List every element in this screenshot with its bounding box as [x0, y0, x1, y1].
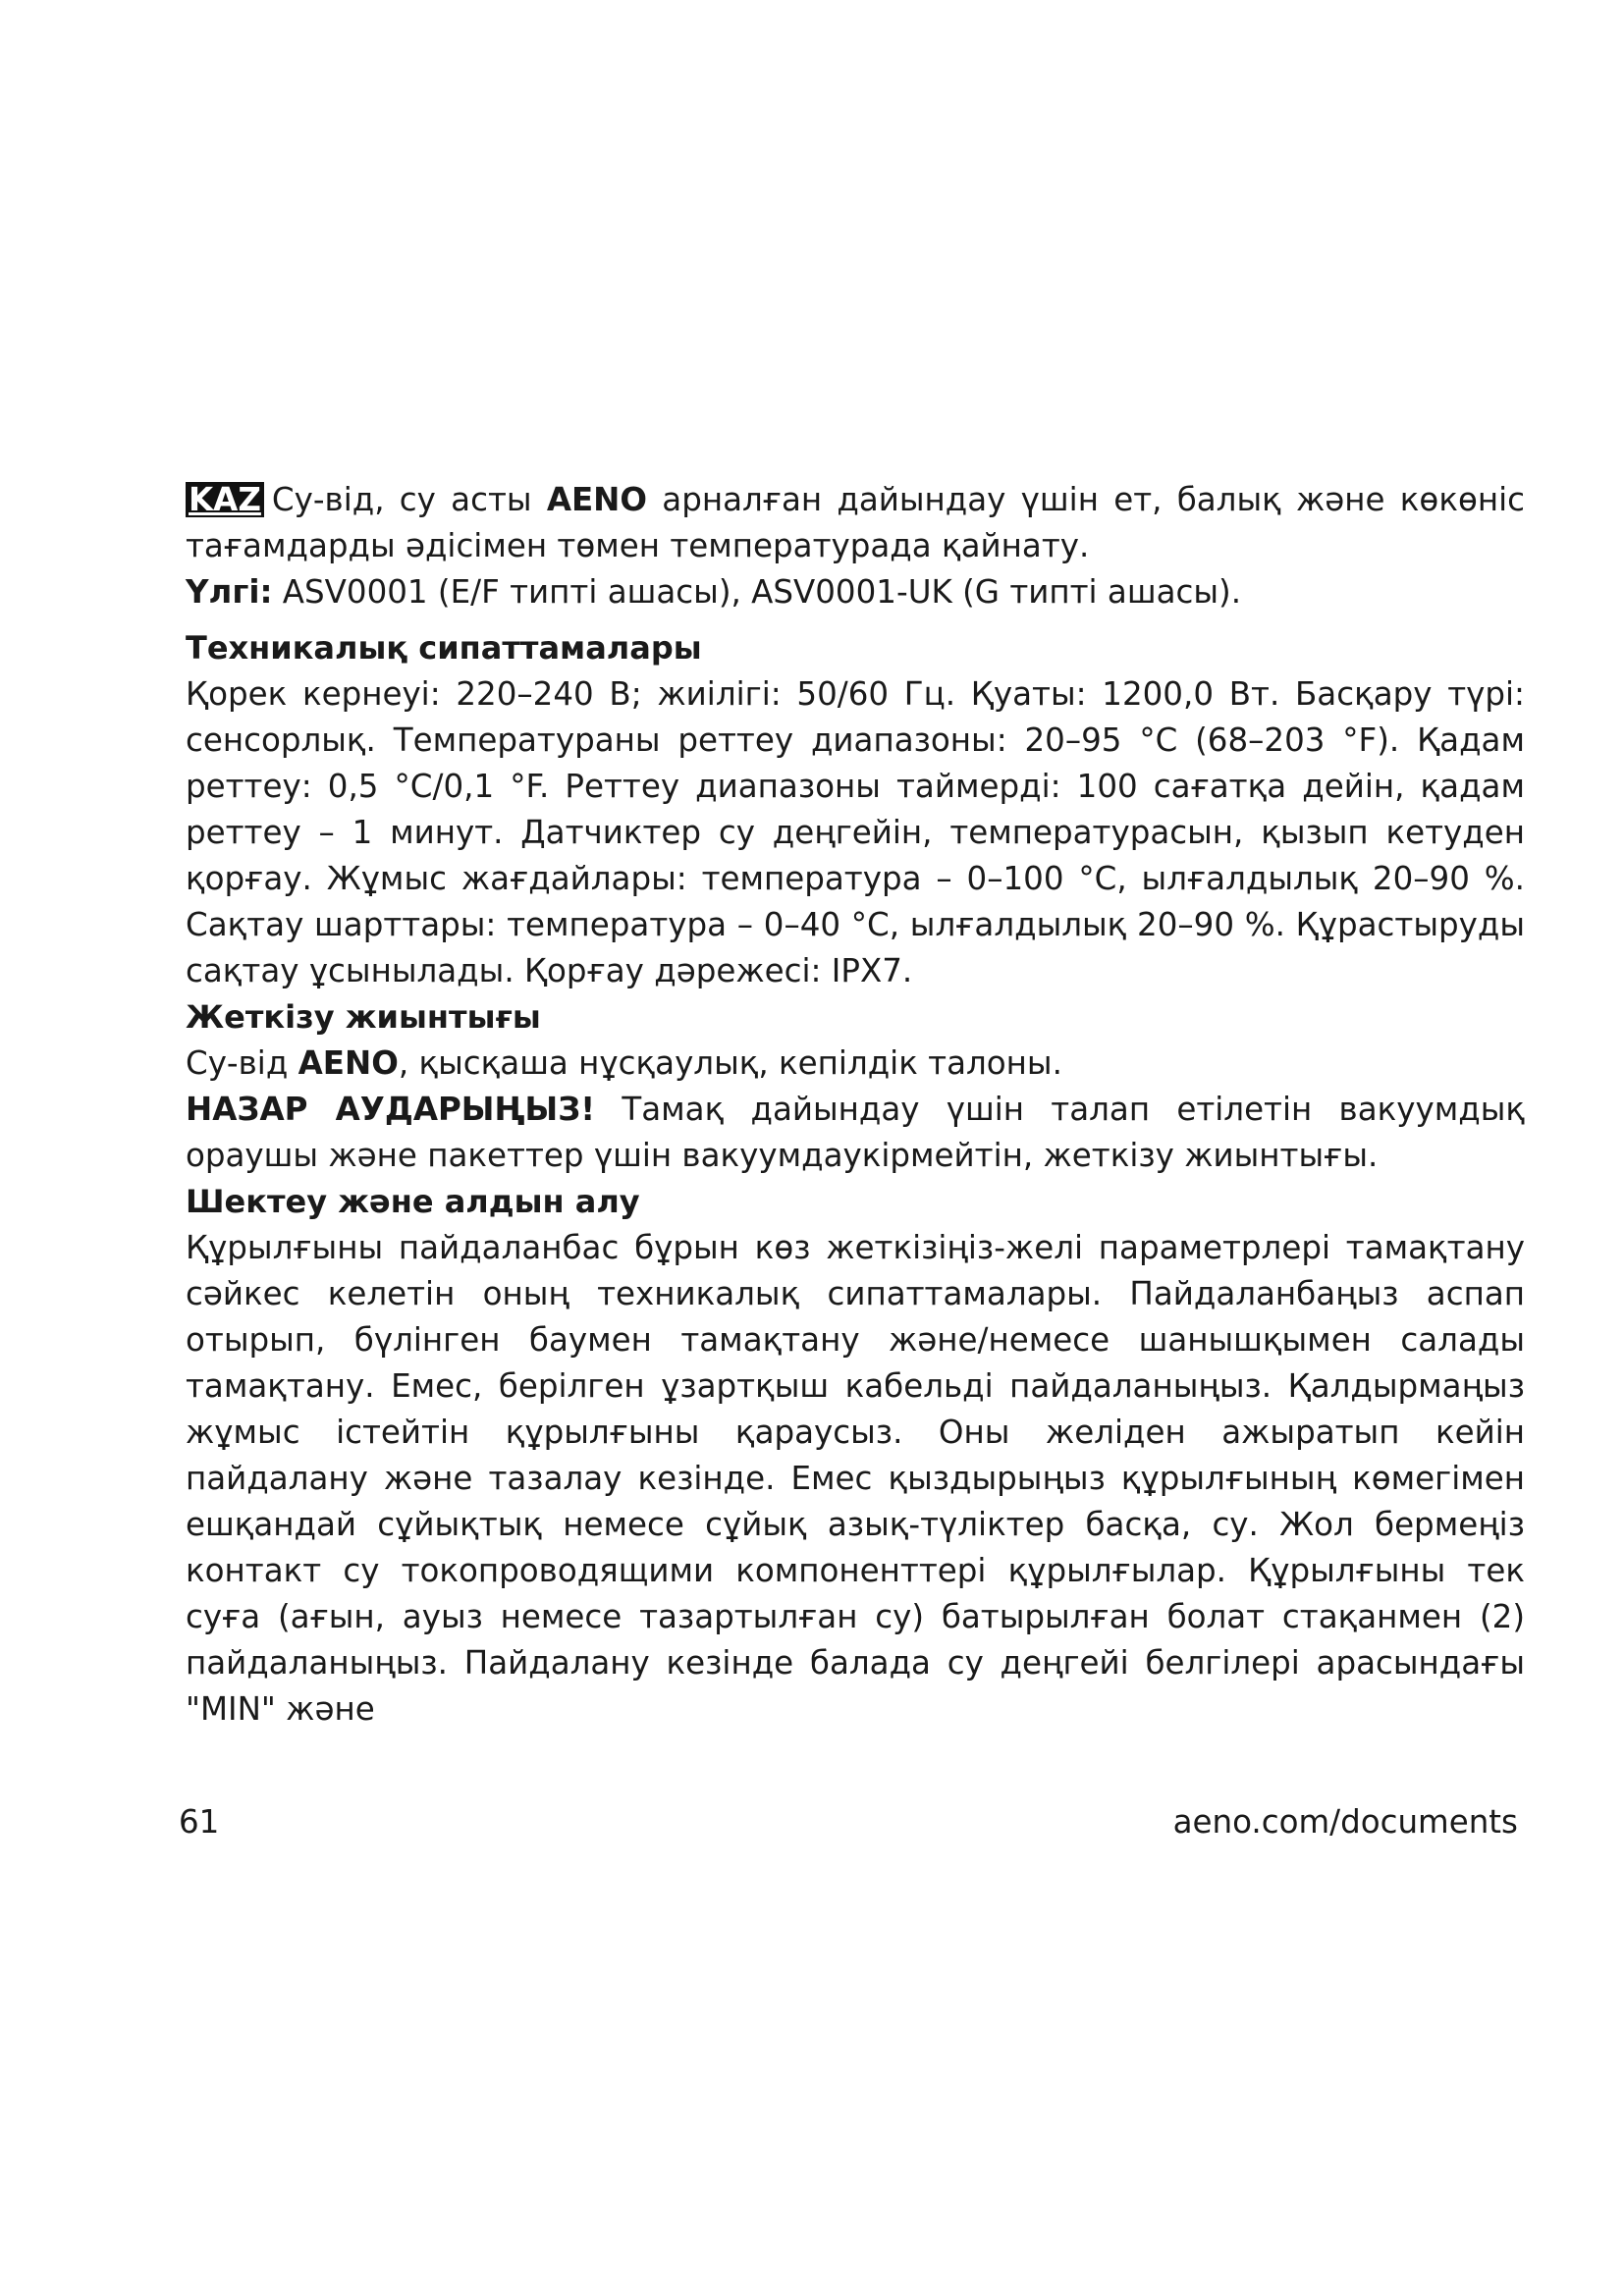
- model-text: ASV0001 (E/F типті ашасы), ASV0001-UK (G типті ашасы).: [272, 573, 1242, 611]
- intro-text-end: арналған дайындау үшін ет, балық және көкөніс тағамдарды әдісімен төмен температурада қайнату.: [186, 481, 1525, 564]
- attention-label: НАЗАР АУДАРЫҢЫЗ!: [186, 1091, 596, 1128]
- attention-paragraph: [186, 1087, 1525, 1179]
- delivery-brand: AENO: [298, 1044, 399, 1082]
- attention-text: Тамақ дайындау үшін талап етілетін вакуумдық ораушы және пакеттер үшін вакуумдаукірмейтін, жеткізу жиынтығы.: [186, 1091, 1525, 1174]
- model-label: Үлгі:: [186, 573, 273, 611]
- page-number: 61: [179, 1803, 220, 1841]
- model-line: [186, 569, 1525, 615]
- footer-url: aeno.com/documents: [1172, 1803, 1518, 1841]
- intro-brand: AENO: [546, 481, 648, 518]
- document-body: [186, 477, 1525, 1733]
- delivery-set-heading: Жеткізу жиынтығы: [186, 998, 541, 1036]
- tech-specs-heading: Техникалық сипаттамалары: [186, 629, 702, 667]
- delivery-text-start: Су-від: [186, 1044, 298, 1082]
- limitations-heading: Шектеу және алдын алу: [186, 1183, 640, 1220]
- delivery-set-text: [186, 1041, 1525, 1087]
- intro-text-start: Су-від, су асты: [271, 481, 547, 518]
- limitations-text: Құрылғыны пайдаланбас бұрын көз жеткізіңіз-желі параметрлері тамақтану сәйкес келетін оның техникалық сипаттамалары. Пайдаланбаңыз аспап отырып, бүлінген баумен тамақтану және/немесе шанышқымен салады тамақтану. Емес, берілген ұзартқыш кабельді пайдаланыңыз. Қалдырмаңыз жұмыс істейтін құрылғыны қараусыз. Оны желіден ажыратып кейін пайдалану және тазалау кезінде. Емес қыздырыңыз құрылғының көмегімен ешқандай сұйықтық немесе сұйық азық-түліктер басқа, су. Жол бермеңіз контакт су токопроводящими компоненттері құрылғылар. Құрылғыны тек суға (ағын, ауыз немесе тазартылған су) батырылған болат стақанмен (2) пайдаланыңыз. Пайдалану кезінде балада су деңгейі белгілері арасындағы "MIN" және: [186, 1229, 1525, 1728]
- intro-paragraph: [186, 477, 1525, 569]
- delivery-text-end: , қысқаша нұсқаулық, кепілдік талоны.: [398, 1044, 1062, 1082]
- language-badge: KAZ: [186, 482, 264, 517]
- tech-specs-text: Қорек кернеуі: 220–240 В; жиілігі: 50/60 Гц. Қуаты: 1200,0 Вт. Басқару түрі: сенсорлық. Температураны реттеу диапазоны: 20–95 °C (68–203 °F). Қадам реттеу: 0,5 °C/0,1 °F. Реттеу диапазоны таймерді: 100 сағатқа дейін, қадам реттеу – 1 минут. Датчиктер су деңгейін, температурасын, қызып кетуден қорғау. Жұмыс жағдайлары: температура – 0–100 °C, ылғалдылық 20–90 %. Сақтау шарттары: температура – 0–40 °C, ылғалдылық 20–90 %. Құрастыруды сақтау ұсынылады. Қорғау дәрежесі: IPX7.: [186, 675, 1525, 989]
